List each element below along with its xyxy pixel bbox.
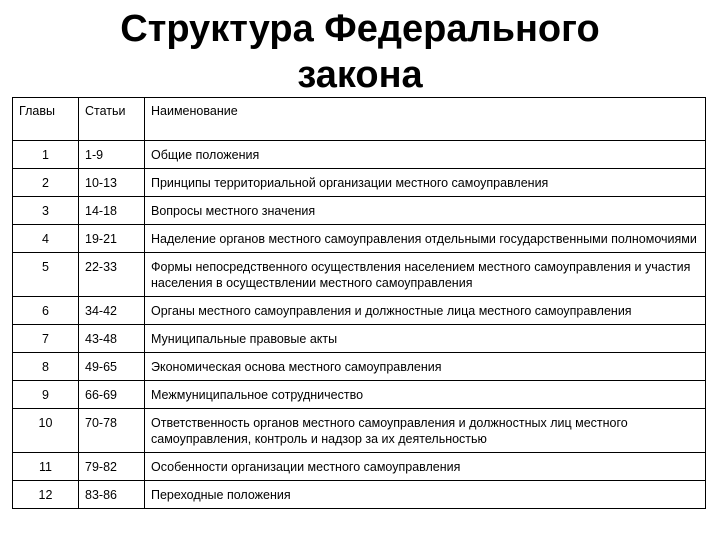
table-row [13, 481, 706, 509]
cell-name: Вопросы местного значения [145, 197, 706, 225]
cell-articles: 1-9 [79, 141, 145, 169]
cell-chapter: 5 [13, 253, 79, 297]
cell-name: Принципы территориальной организации местного самоуправления [145, 169, 706, 197]
cell-chapter: 11 [13, 453, 79, 481]
table-row [13, 353, 706, 381]
cell-name: Органы местного самоуправления и должностные лица местного самоуправления [145, 297, 706, 325]
cell-chapter: 10 [13, 409, 79, 453]
cell-chapter: 12 [13, 481, 79, 509]
cell-name: Особенности организации местного самоуправления [145, 453, 706, 481]
cell-chapter: 9 [13, 381, 79, 409]
cell-name: Ответственность органов местного самоуправления и должностных лиц местного самоуправления, контроль и надзор за их деятельностью [145, 409, 706, 453]
cell-articles: 43-48 [79, 325, 145, 353]
cell-articles: 70-78 [79, 409, 145, 453]
cell-chapter: 3 [13, 197, 79, 225]
header-chapters: Главы [13, 98, 79, 141]
cell-chapter: 4 [13, 225, 79, 253]
header-articles: Статьи [79, 98, 145, 141]
cell-articles: 79-82 [79, 453, 145, 481]
cell-name: Наделение органов местного самоуправления отдельными государственными полномочиями [145, 225, 706, 253]
table-row [13, 453, 706, 481]
slide-title-line-2: закона [297, 54, 423, 96]
cell-chapter: 7 [13, 325, 79, 353]
table-row [13, 253, 706, 297]
table-row [13, 297, 706, 325]
table-row [13, 225, 706, 253]
cell-articles: 49-65 [79, 353, 145, 381]
cell-chapter: 1 [13, 141, 79, 169]
cell-name: Муниципальные правовые акты [145, 325, 706, 353]
cell-name: Формы непосредственного осуществления населением местного самоуправления и участия населения в осуществлении местного самоуправления [145, 253, 706, 297]
cell-articles: 10-13 [79, 169, 145, 197]
header-name: Наименование [145, 98, 706, 141]
table-row [13, 409, 706, 453]
law-structure-table [12, 97, 706, 509]
table-row [13, 197, 706, 225]
cell-chapter: 8 [13, 353, 79, 381]
slide-title-line-1: Структура Федерального [120, 8, 600, 50]
cell-name: Экономическая основа местного самоуправления [145, 353, 706, 381]
table-row [13, 141, 706, 169]
cell-name: Общие положения [145, 141, 706, 169]
cell-chapter: 2 [13, 169, 79, 197]
cell-articles: 19-21 [79, 225, 145, 253]
cell-articles: 22-33 [79, 253, 145, 297]
cell-articles: 66-69 [79, 381, 145, 409]
table-header-row [13, 98, 706, 141]
cell-chapter: 6 [13, 297, 79, 325]
cell-articles: 14-18 [79, 197, 145, 225]
cell-name: Межмуниципальное сотрудничество [145, 381, 706, 409]
cell-name: Переходные положения [145, 481, 706, 509]
cell-articles: 83-86 [79, 481, 145, 509]
table-row [13, 169, 706, 197]
table-row [13, 325, 706, 353]
cell-articles: 34-42 [79, 297, 145, 325]
table-row [13, 381, 706, 409]
slide-title [60, 6, 660, 98]
